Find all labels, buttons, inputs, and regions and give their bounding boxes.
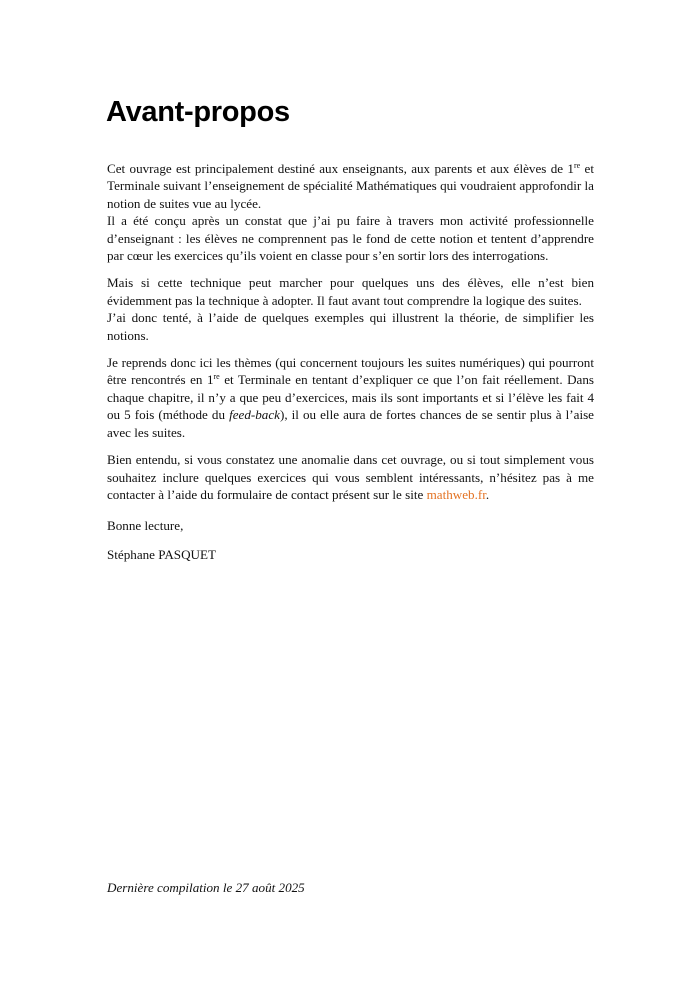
closing <box>107 517 594 563</box>
paragraph-4-text-a: Bien entendu, si vous constatez une anomalie dans cet ouvrage, ou si tout simplement vous souhaitez inclure quelques exercices qui vous semblent intéressants, n’hésitez pas à me contacter à l’aide du formulaire de contact présent sur le site <box>107 452 594 502</box>
paragraph-1 <box>107 160 594 264</box>
paragraph-2-text-b: J’ai donc tenté, à l’aide de quelques exemples qui illustrent la théorie, de simplifier les notions. <box>107 310 594 343</box>
paragraph-4-end: . <box>485 486 490 502</box>
greeting: Bonne lecture, <box>107 518 184 534</box>
page-title: Avant-propos <box>106 96 290 128</box>
mathweb-link[interactable]: mathweb.fr <box>426 486 486 502</box>
preface-body <box>107 160 594 574</box>
paragraph-1-text-a: Cet ouvrage est principalement destiné aux enseignants, aux parents et aux élèves de 1 <box>107 161 574 176</box>
paragraph-4 <box>107 451 594 503</box>
compilation-date: Dernière compilation le 27 août 2025 <box>107 880 305 895</box>
paragraph-1-text-c: Il a été conçu après un constat que j’ai pu faire à travers mon activité professionnelle d’enseignant : les élèves ne comprennent pas le fond de cette notion et tentent d’apprendre par cœur les exercices qu’ils voient en classe pour s’en sortir lors des interrogations. <box>107 213 594 264</box>
paragraph-2 <box>107 274 594 344</box>
paragraph-3-text-c: ), il ou elle aura de fortes chances de se sentir plus à l’aise avec les suites. <box>107 407 594 440</box>
paragraph-2-text-a: Mais si cette technique peut marcher pour quelques uns des élèves, elle n’est bien évidemment pas la technique à adopter. Il faut avant tout comprendre la logique des suites. <box>107 275 594 308</box>
paragraph-3-emphasis: feed-back <box>229 407 280 423</box>
paragraph-1-superscript: re <box>573 161 581 170</box>
paragraph-3-text-b: et Terminale en tentant d’expliquer ce que l’on fait réellement. Dans chaque chapitre, il n’y a que peu d’exercices, mais ils sont importants et si l’élève les fait 4 ou 5 fois (méthode du <box>107 372 594 423</box>
paragraph-3-superscript: re <box>213 372 220 382</box>
signature: Stéphane PASQUET <box>107 546 216 562</box>
paragraph-3-text-a: Je reprends donc ici les thèmes (qui concernent toujours les suites numériques) qui pourront être rencontrés en 1 <box>107 355 594 388</box>
paragraph-3 <box>107 354 594 441</box>
paragraph-1-text-b: et Terminale suivant l’enseignement de spécialité Mathématiques qui voudraient approfondir la notion de suites vue au lycée. <box>107 161 594 211</box>
